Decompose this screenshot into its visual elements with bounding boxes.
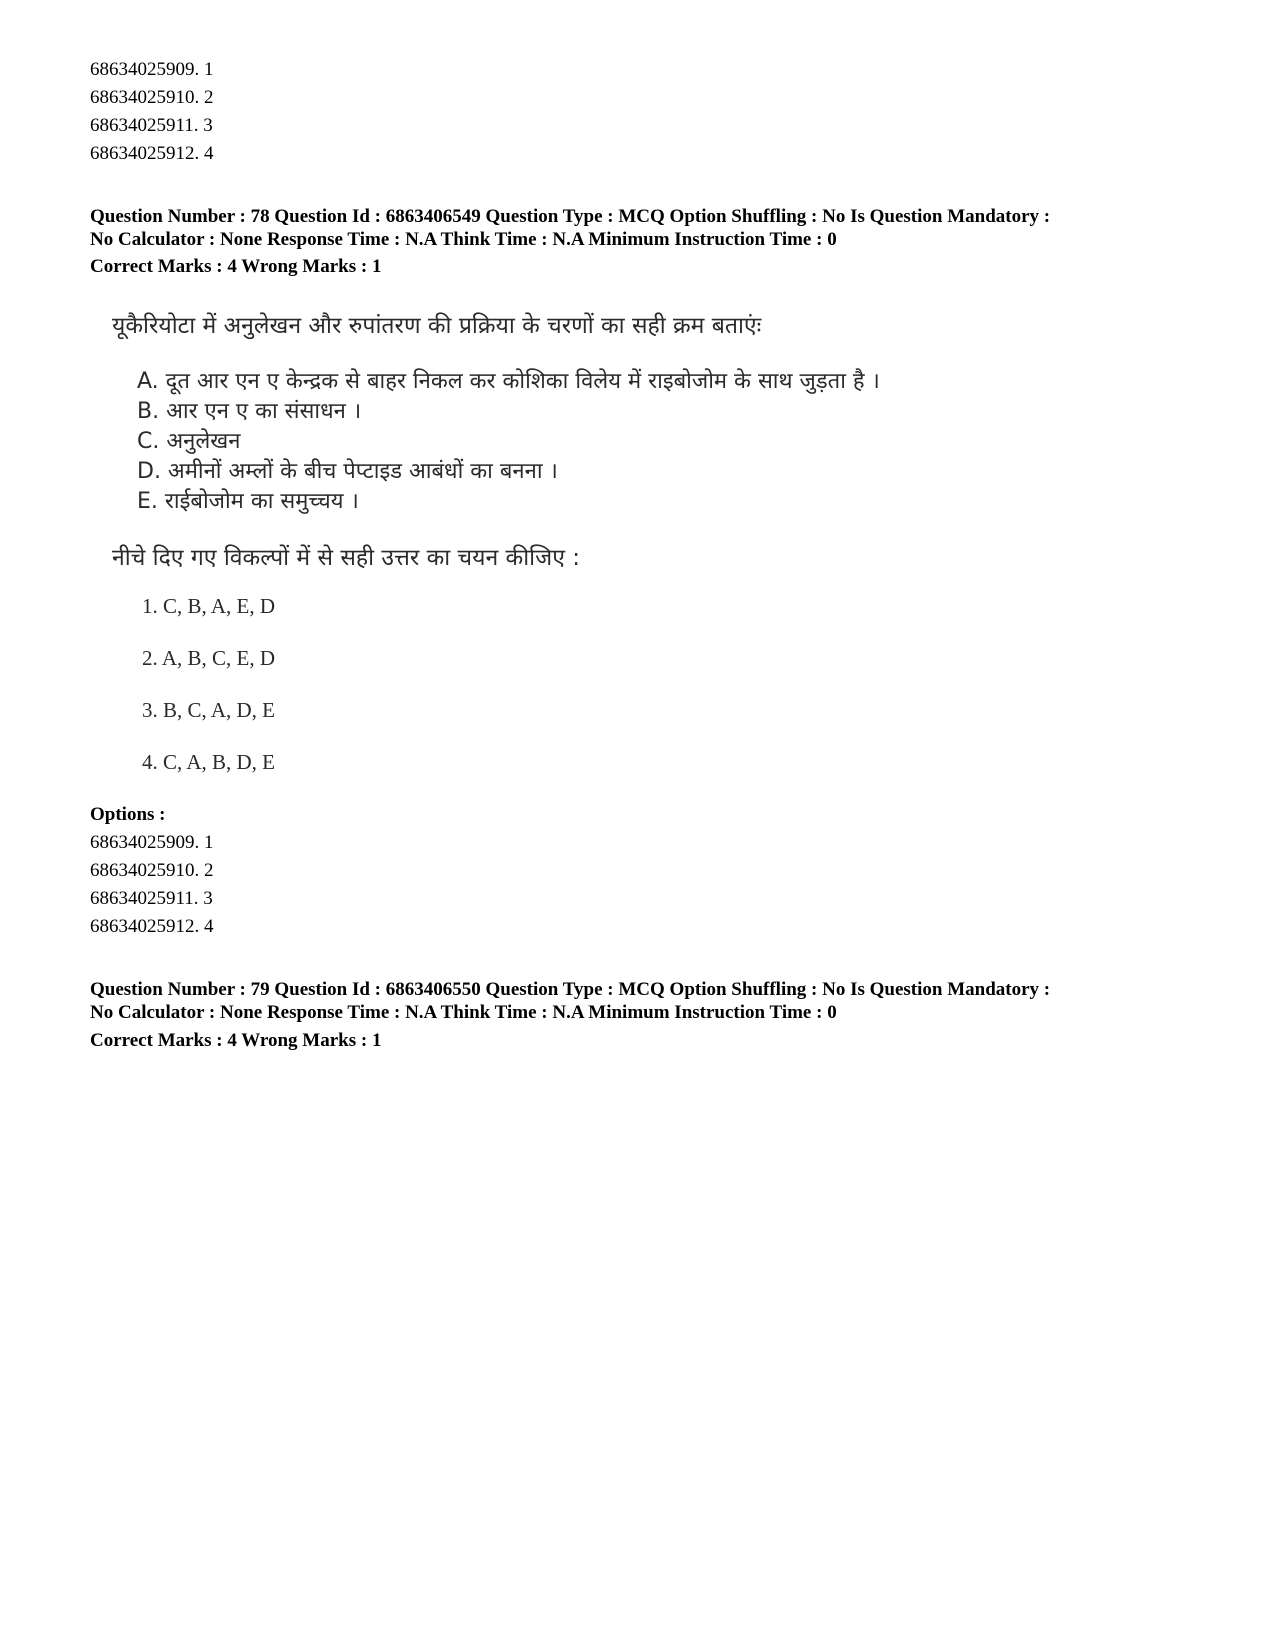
q78-choice-1: 1. C, B, A, E, D [142,594,276,618]
q78-meta [90,205,1210,251]
q78-choice-2: 2. A, B, C, E, D [142,646,276,670]
q79-meta-line-2: No Calculator : None Response Time : N.A Think Time : N.A Minimum Instruction Time : 0 [90,1002,837,1023]
q78-question-image [112,300,962,790]
q78-stem: यूकैरियोटा में अनुलेखन और रुपांतरण की प्रक्रिया के चरणों का सही क्रम बताएंः [112,313,762,339]
option-line: 68634025910. 2 [90,860,214,881]
q78-meta-line-1: Question Number : 78 Question Id : 6863406549 Question Type : MCQ Option Shuffling : No Is Question Mandatory : [90,206,1051,227]
q78-options-label: Options : [90,804,166,825]
q78-meta-line-2: No Calculator : None Response Time : N.A Think Time : N.A Minimum Instruction Time : 0 [90,229,837,250]
q78-statement-d: D. अमीनों अम्लों के बीच पेप्टाइड आबंधों का बनना । [137,459,558,484]
q79-marks: Correct Marks : 4 Wrong Marks : 1 [90,1030,382,1051]
q78-statement-e: E. राईबोजोम का समुच्चय । [137,489,359,514]
q79-meta [90,978,1210,1024]
q78-choice-3: 3. B, C, A, D, E [142,698,276,722]
option-line: 68634025912. 4 [90,916,214,937]
option-line: 68634025909. 1 [90,59,214,80]
option-line: 68634025909. 1 [90,832,214,853]
q78-choice-4: 4. C, A, B, D, E [142,750,276,774]
q78-statement-a: A. दूत आर एन ए केन्द्रक से बाहर निकल कर कोशिका विलेय में राइबोजोम के साथ जुड़ता है । [137,369,880,394]
previous-options-list [90,56,690,168]
option-line: 68634025911. 3 [90,115,213,136]
option-line: 68634025910. 2 [90,87,214,108]
q78-options-list [90,829,690,941]
q78-instruction: नीचे दिए गए विकल्पों में से सही उत्तर का चयन कीजिए : [112,545,580,571]
q79-meta-line-1: Question Number : 79 Question Id : 6863406550 Question Type : MCQ Option Shuffling : No Is Question Mandatory : [90,979,1051,1000]
q78-statement-c: C. अनुलेखन [137,429,241,454]
option-line: 68634025912. 4 [90,143,214,164]
q78-statement-b: B. आर एन ए का संसाधन । [137,399,362,424]
q78-marks: Correct Marks : 4 Wrong Marks : 1 [90,256,382,277]
option-line: 68634025911. 3 [90,888,213,909]
